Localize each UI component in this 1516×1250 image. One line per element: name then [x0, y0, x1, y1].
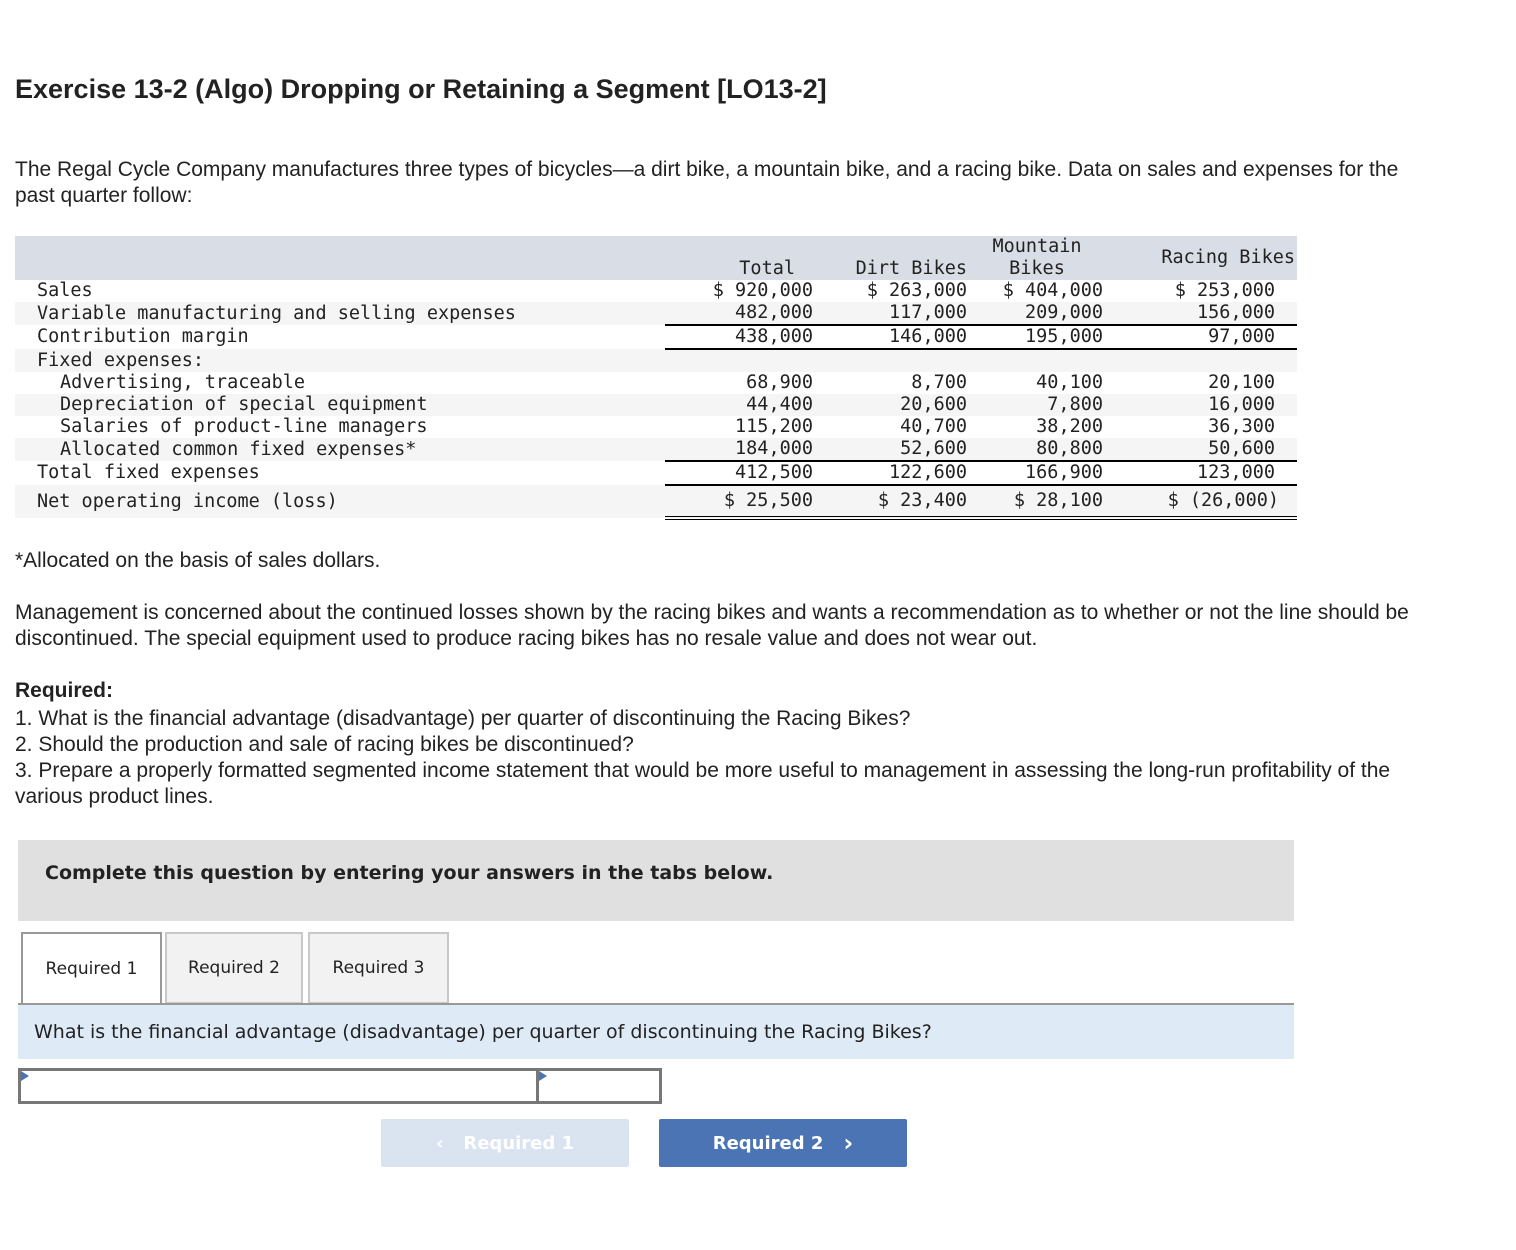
- table-row: [15, 372, 1297, 394]
- cell: 36,300: [1208, 416, 1275, 437]
- table-row: [15, 438, 1297, 461]
- instruction-text: Complete this question by entering your answers in the tabs below.: [45, 862, 774, 884]
- cell: $ (26,000): [1107, 485, 1297, 518]
- table-row: [15, 302, 1297, 325]
- tab-required-1[interactable]: Required 1: [21, 932, 162, 1004]
- instruction-box: [18, 840, 1294, 921]
- cell: $ 253,000: [1174, 280, 1275, 301]
- cell: $ 28,100: [971, 485, 1107, 518]
- table-row: [15, 416, 1297, 438]
- question-bar: [18, 1005, 1294, 1059]
- cell: 44,400: [665, 394, 817, 416]
- cell: $ 920,000: [712, 280, 813, 301]
- row-label: Allocated common fixed expenses*: [15, 438, 665, 461]
- header-dirt: Dirt Bikes: [817, 236, 971, 280]
- tab-required-2[interactable]: Required 2: [165, 932, 303, 1004]
- cell: 438,000: [665, 325, 817, 349]
- row-label: Sales: [37, 280, 93, 301]
- header-mountain: Mountain Bikes: [971, 236, 1107, 280]
- cell: 68,900: [746, 372, 813, 393]
- required-item-1: 1. What is the financial advantage (disadvantage) per quarter of discontinuing the Racing Bikes?: [15, 707, 911, 730]
- answer-amount-input[interactable]: [536, 1068, 662, 1104]
- tab-required-3[interactable]: Required 3: [308, 932, 449, 1004]
- cell: 184,000: [665, 438, 817, 461]
- required-item-2: 2. Should the production and sale of racing bikes be discontinued?: [15, 733, 634, 756]
- chevron-right-icon: ›: [843, 1129, 854, 1157]
- cell: 117,000: [817, 302, 971, 325]
- cell: 52,600: [817, 438, 971, 461]
- table-header-row: [15, 236, 1297, 280]
- cell: 97,000: [1107, 325, 1297, 349]
- cell: 123,000: [1107, 461, 1297, 485]
- cell: 166,900: [971, 461, 1107, 485]
- table-row: [15, 349, 1297, 372]
- cell: $ 263,000: [866, 280, 967, 301]
- row-label: Variable manufacturing and selling expenses: [15, 302, 665, 325]
- cell: 412,500: [665, 461, 817, 485]
- cell: $ 404,000: [1002, 280, 1103, 301]
- footnote: *Allocated on the basis of sales dollars.: [15, 549, 381, 572]
- cell: 195,000: [971, 325, 1107, 349]
- header-racing: Racing Bikes: [1107, 236, 1297, 280]
- cell: 7,800: [971, 394, 1107, 416]
- income-statement-table: [15, 236, 1297, 520]
- cell: 146,000: [817, 325, 971, 349]
- table-row: [15, 461, 1297, 485]
- row-label: Contribution margin: [37, 326, 249, 347]
- cell: 80,800: [971, 438, 1107, 461]
- table-row: [15, 394, 1297, 416]
- prev-button[interactable]: [381, 1119, 629, 1167]
- row-label: Salaries of product-line managers: [60, 416, 428, 437]
- next-label: Required 2: [712, 1132, 824, 1154]
- question-text: What is the financial advantage (disadvantage) per quarter of discontinuing the Racing Bikes?: [34, 1021, 932, 1043]
- cell: 115,200: [735, 416, 813, 437]
- intro-text: The Regal Cycle Company manufactures three types of bicycles—a dirt bike, a mountain bike, and a racing bike. Data on sales and expenses for the past quarter follow:: [15, 158, 1399, 207]
- cell: 122,600: [817, 461, 971, 485]
- cell: $ 25,500: [665, 485, 817, 518]
- cell: 20,100: [1208, 372, 1275, 393]
- cell: 16,000: [1107, 394, 1297, 416]
- cell: 20,600: [817, 394, 971, 416]
- cell: 40,100: [1036, 372, 1103, 393]
- cell: 50,600: [1107, 438, 1297, 461]
- header-total: Total: [665, 236, 817, 280]
- cell: 40,700: [900, 416, 967, 437]
- paragraph: Management is concerned about the continued losses shown by the racing bikes and wants a recommendation as to whether or not the line should be discontinued. The special equipment used to produce racing bikes has no resale value and does not wear out.: [15, 601, 1409, 650]
- row-label: Depreciation of special equipment: [15, 394, 665, 416]
- table-row: [15, 325, 1297, 349]
- answer-label-dropdown[interactable]: [18, 1068, 540, 1104]
- required-heading: Required:: [15, 679, 114, 702]
- cell: 209,000: [971, 302, 1107, 325]
- table-row: [15, 485, 1297, 518]
- cell: 156,000: [1107, 302, 1297, 325]
- row-label: Fixed expenses:: [15, 349, 665, 372]
- cell: $ 23,400: [817, 485, 971, 518]
- page-title: Exercise 13-2 (Algo) Dropping or Retaining a Segment [LO13-2]: [15, 74, 827, 104]
- cell: 8,700: [911, 372, 967, 393]
- cell: 482,000: [665, 302, 817, 325]
- row-label: Net operating income (loss): [15, 485, 665, 518]
- table-row: [15, 280, 1297, 302]
- required-item-3: 3. Prepare a properly formatted segmented income statement that would be more useful to management in assessing the long-run profitability of the various product lines.: [15, 759, 1391, 808]
- row-label: Total fixed expenses: [37, 462, 260, 483]
- cell: 38,200: [1036, 416, 1103, 437]
- chevron-left-icon: ‹: [435, 1132, 444, 1154]
- row-label: Advertising, traceable: [60, 372, 306, 393]
- prev-label: Required 1: [463, 1132, 575, 1154]
- next-button[interactable]: [659, 1119, 907, 1167]
